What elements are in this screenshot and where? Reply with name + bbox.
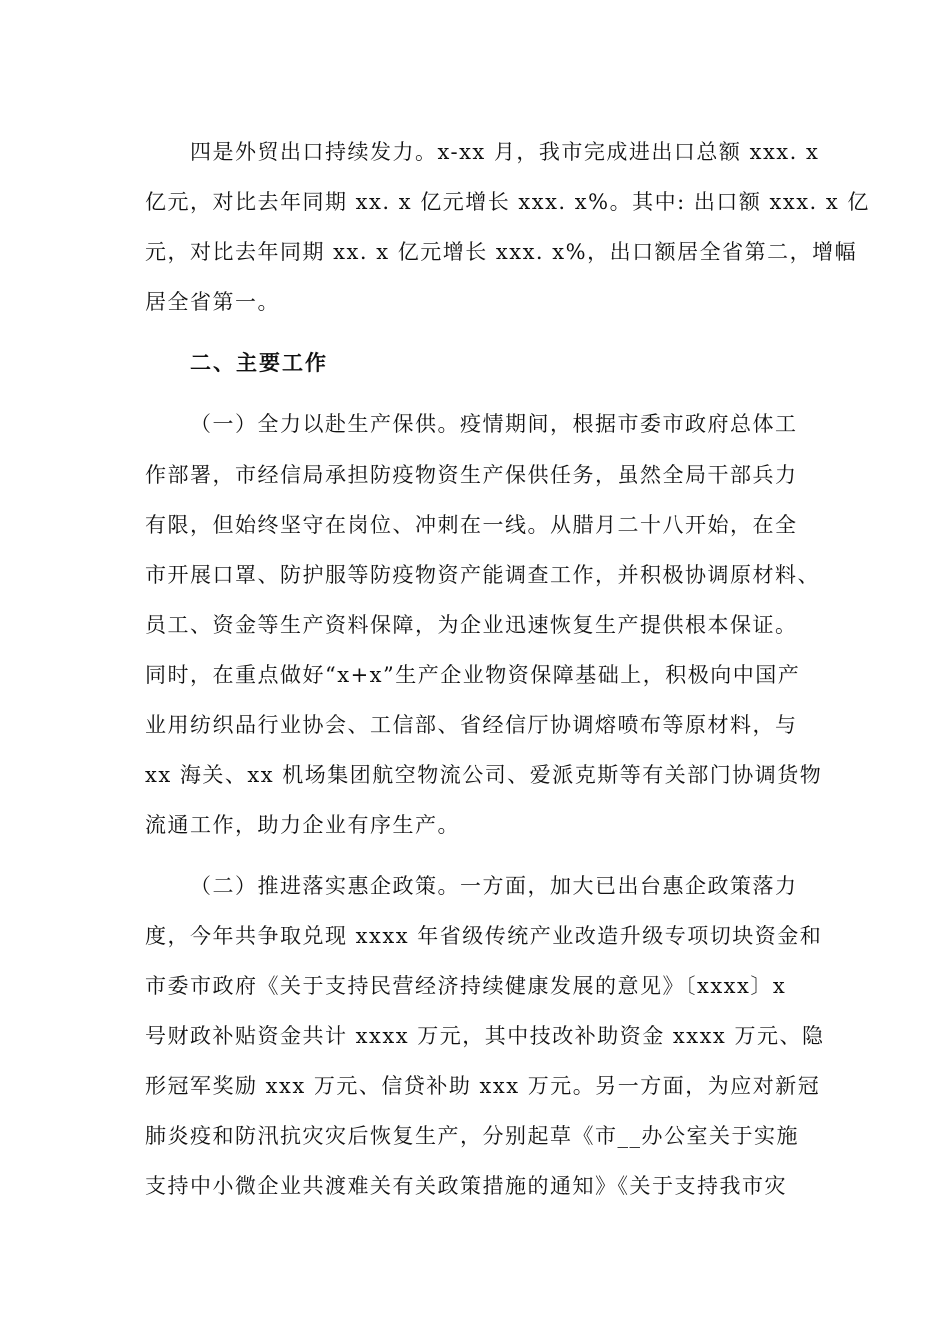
para1-line-4: 居全省第一。 bbox=[145, 290, 280, 314]
para3-line-1: （二）推进落实惠企政策。一方面，加大已出台惠企政策落力 bbox=[190, 874, 798, 898]
para2-line-7: 业用纺织品行业协会、工信部、省经信厅协调熔喷布等原材料，与 bbox=[145, 713, 798, 737]
para3-line-3: 市委市政府《关于支持民营经济持续健康发展的意见》〔xxxx〕x bbox=[145, 974, 787, 998]
para3-line-7: 支持中小微企业共渡难关有关政策措施的通知》《关于支持我市灾 bbox=[145, 1174, 787, 1198]
para1-line-2: 亿元，对比去年同期 xx. x 亿元增长 xxx. x%。其中: 出口额 xxx. x 亿 bbox=[145, 190, 870, 214]
para1-line-1: 四是外贸出口持续发力。x-xx 月，我市完成进出口总额 xxx. x bbox=[190, 140, 820, 164]
para2-line-4: 市开展口罩、防护服等防疫物资产能调查工作，并积极协调原材料、 bbox=[145, 563, 820, 587]
section-heading-main-work: 二、主要工作 bbox=[190, 351, 328, 375]
para2-line-9: 流通工作，助力企业有序生产。 bbox=[145, 813, 460, 837]
para2-line-1: （一）全力以赴生产保供。疫情期间，根据市委市政府总体工 bbox=[190, 412, 798, 436]
para2-line-8: xx 海关、xx 机场集团航空物流公司、爱派克斯等有关部门协调货物 bbox=[145, 763, 823, 787]
para1-line-3: 元，对比去年同期 xx. x 亿元增长 xxx. x%，出口额居全省第二，增幅 bbox=[145, 240, 858, 264]
para2-line-5: 员工、资金等生产资料保障，为企业迅速恢复生产提供根本保证。 bbox=[145, 613, 798, 637]
para3-line-4: 号财政补贴资金共计 xxxx 万元，其中技改补助资金 xxxx 万元、隐 bbox=[145, 1024, 825, 1048]
para2-line-2: 作部署，市经信局承担防疫物资生产保供任务，虽然全局干部兵力 bbox=[145, 463, 798, 487]
para2-line-6: 同时，在重点做好“x+x”生产企业物资保障基础上，积极向中国产 bbox=[145, 663, 801, 687]
para3-line-2: 度，今年共争取兑现 xxxx 年省级传统产业改造升级专项切块资金和 bbox=[145, 924, 823, 948]
para2-line-3: 有限，但始终坚守在岗位、冲刺在一线。从腊月二十八开始，在全 bbox=[145, 513, 798, 537]
para3-line-5: 形冠军奖励 xxx 万元、信贷补助 xxx 万元。另一方面，为应对新冠 bbox=[145, 1074, 821, 1098]
para3-line-6: 肺炎疫和防汛抗灾灾后恢复生产，分别起草《市__办公室关于实施 bbox=[145, 1124, 799, 1148]
